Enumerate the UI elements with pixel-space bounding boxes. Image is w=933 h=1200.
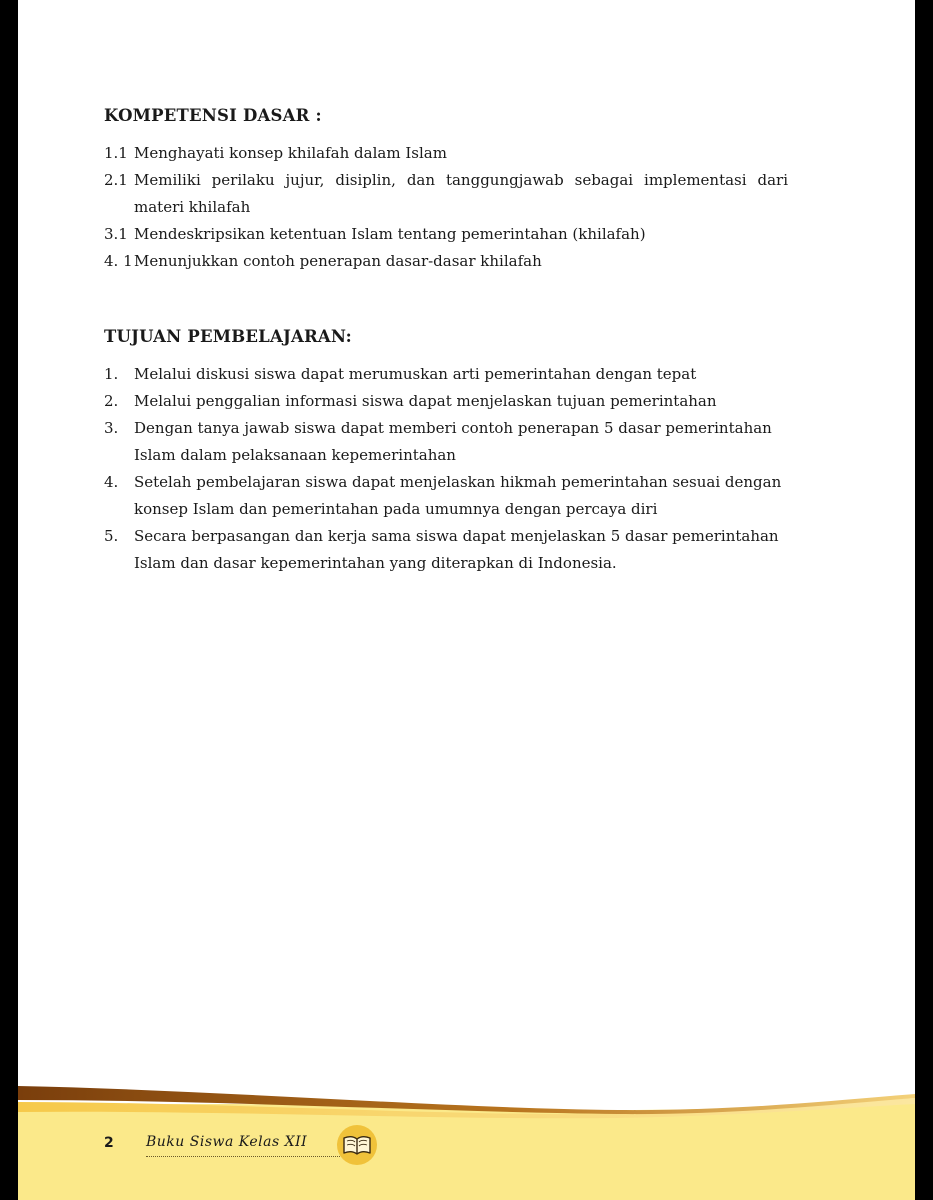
kompetensi-dasar-list — [104, 140, 788, 275]
list-item — [104, 221, 788, 248]
book-title: Buku Siswa Kelas XII — [146, 1134, 308, 1150]
item-text: Dengan tanya jawab siswa dapat memberi contoh penerapan 5 dasar pemerintahan Islam dalam pelaksanaan kepemerintahan — [134, 419, 772, 464]
item-text: Memiliki perilaku jujur, disiplin, dan tanggungjawab sebagai implementasi dari — [134, 171, 788, 189]
list-item — [104, 469, 788, 523]
item-text: Melalui diskusi siswa dapat merumuskan arti pemerintahan dengan tepat — [134, 365, 697, 383]
title-underline — [146, 1156, 346, 1157]
page-number: 2 — [104, 1135, 114, 1151]
item-number: 3.1 — [104, 225, 128, 243]
item-text: Menunjukkan contoh penerapan dasar-dasar khilafah — [134, 252, 542, 270]
item-text: Mendeskripsikan ketentuan Islam tentang pemerintahan (khilafah) — [134, 225, 646, 243]
list-item — [104, 167, 788, 221]
item-number: 2. — [104, 392, 119, 410]
item-text: Secara berpasangan dan kerja sama siswa dapat menjelaskan 5 dasar pemerintahan Islam dan dasar kepemerintahan yang diterapkan di Indonesia. — [134, 527, 779, 572]
tujuan-pembelajaran-section — [104, 325, 788, 577]
item-number: 1.1 — [104, 144, 128, 162]
document-page — [18, 0, 915, 1200]
item-text: Menghayati konsep khilafah dalam Islam — [134, 144, 447, 162]
open-book-icon — [336, 1124, 378, 1166]
tujuan-pembelajaran-heading: TUJUAN PEMBELAJARAN: — [104, 327, 352, 346]
kompetensi-dasar-section — [104, 104, 788, 275]
list-item — [104, 388, 788, 415]
item-text: Setelah pembelajaran siswa dapat menjelaskan hikmah pemerintahan sesuai dengan konsep Islam dan pemerintahan pada umumnya dengan percaya diri — [134, 473, 782, 518]
list-item — [104, 361, 788, 388]
item-number: 4. 1 — [104, 252, 133, 270]
tujuan-pembelajaran-list — [104, 361, 788, 577]
item-number: 4. — [104, 473, 119, 491]
item-number: 3. — [104, 419, 119, 437]
item-text: Melalui penggalian informasi siswa dapat menjelaskan tujuan pemerintahan — [134, 392, 717, 410]
page-content — [104, 104, 788, 577]
list-item — [104, 140, 788, 167]
item-text-continued: materi khilafah — [134, 198, 251, 216]
list-item — [104, 523, 788, 577]
item-number: 2.1 — [104, 171, 128, 189]
item-number: 1. — [104, 365, 119, 383]
kompetensi-dasar-heading: KOMPETENSI DASAR : — [104, 106, 322, 125]
item-number: 5. — [104, 527, 119, 545]
list-item — [104, 415, 788, 469]
list-item — [104, 248, 788, 275]
